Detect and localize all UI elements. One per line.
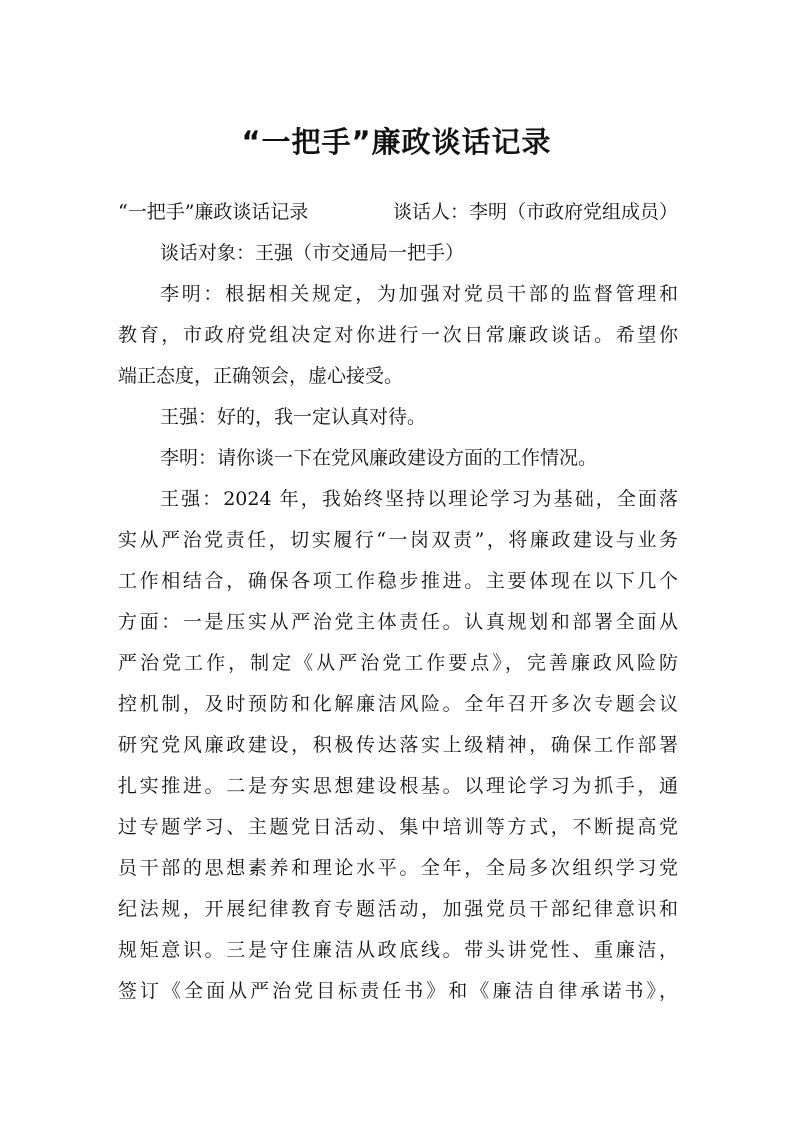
paragraph-line: 控机制，及时预防和化解廉洁风险。全年召开多次专题会议 — [118, 693, 678, 715]
paragraph-line: 教育，市政府党组决定对你进行一次日常廉政谈话。希望你 — [118, 324, 678, 346]
paragraph-line: 王强：好的，我一定认真对待。 — [160, 406, 427, 428]
paragraph-line: 实从严治党责任，切实履行“一岗双责”，将廉政建设与业务 — [118, 529, 678, 551]
interviewer-info: 谈话人：李明（市政府党组成员） — [392, 201, 678, 223]
paragraph-line: 研究党风廉政建设，积极传达落实上级精神，确保工作部署 — [118, 734, 678, 756]
paragraph-line: 规矩意识。三是守住廉洁从政底线。带头讲党性、重廉洁， — [118, 939, 678, 961]
paragraph-line: 方面：一是压实从严治党主体责任。认真规划和部署全面从 — [118, 611, 678, 633]
record-header-line — [118, 192, 678, 233]
paragraph-line: 扎实推进。二是夯实思想建设根基。以理论学习为抓手，通 — [118, 775, 678, 797]
paragraph-line: 李明：请你谈一下在党风廉政建设方面的工作情况。 — [160, 447, 598, 469]
paragraph-line: 纪法规，开展纪律教育专题活动，加强党员干部纪律意识和 — [118, 898, 678, 920]
paragraph-line: 签订《全面从严治党目标责任书》和《廉洁自律承诺书》， — [118, 980, 678, 1002]
interviewee-info: 谈话对象：王强（市交通局一把手） — [160, 242, 465, 264]
paragraph-line: 端正态度，正确领会，虚心接受。 — [118, 365, 404, 387]
document-title: “一把手”廉政谈话记录 — [241, 125, 552, 159]
paragraph-line: 过专题学习、主题党日活动、集中培训等方式，不断提高党 — [118, 816, 678, 838]
paragraph-line: 王强：2024 年，我始终坚持以理论学习为基础，全面落 — [160, 488, 678, 510]
paragraph-line: 李明：根据相关规定，为加强对党员干部的监督管理和 — [160, 283, 678, 305]
paragraph-line: 工作相结合，确保各项工作稳步推进。主要体现在以下几个 — [118, 570, 678, 592]
record-title-inline: “一把手”廉政谈话记录 — [118, 201, 309, 223]
paragraph-line: 员干部的思想素养和理论水平。全年，全局多次组织学习党 — [118, 857, 678, 879]
paragraph-line: 严治党工作，制定《从严治党工作要点》，完善廉政风险防 — [118, 652, 678, 674]
document-body — [118, 192, 678, 1012]
